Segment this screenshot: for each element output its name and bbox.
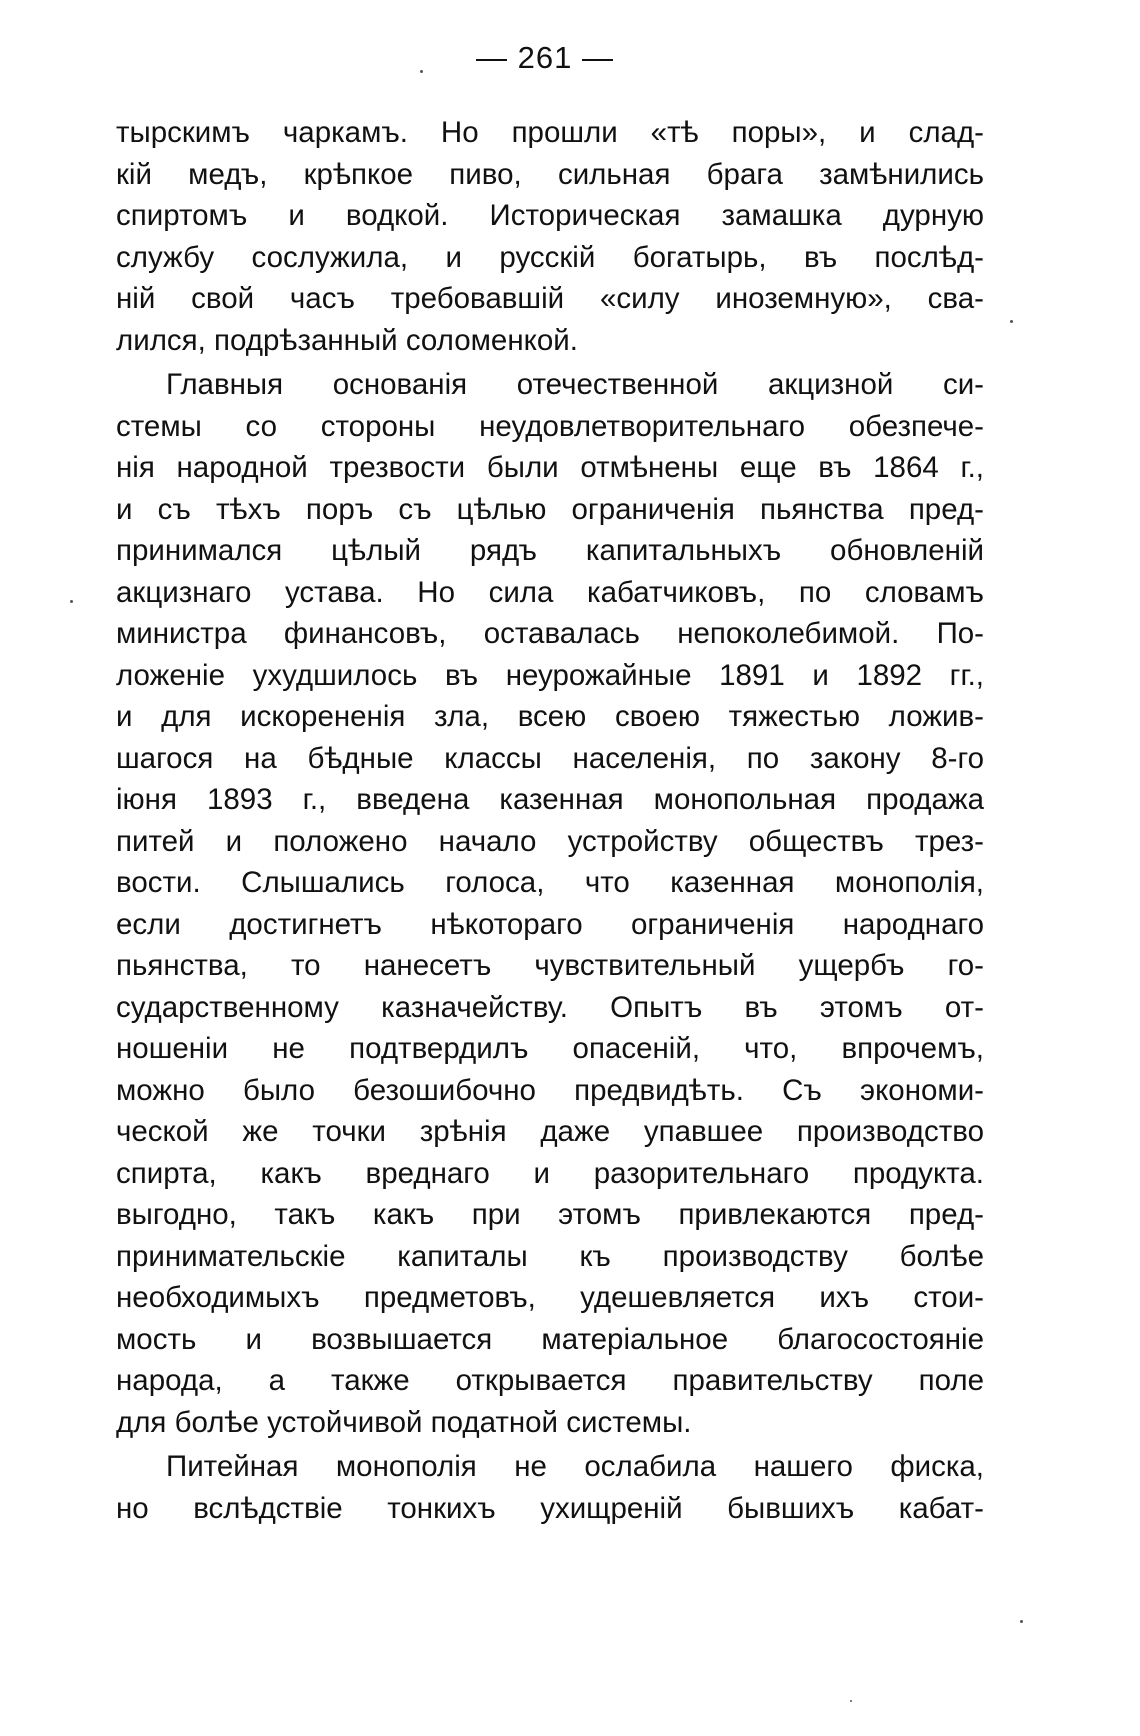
paragraph [116,364,984,1443]
text-line: и для искорененія зла, всею своею тяжестью ложив- [116,700,984,733]
text-line: спирта, какъ вреднаго и разорительнаго продукта. [116,1156,984,1190]
text-line: акцизнаго устава. Но сила кабатчиковъ, по словамъ [116,575,984,609]
text-line: шагося на бѣдные классы населенія, по закону 8-го [116,741,984,775]
text-line: Главныя основанія отечественной акцизной си- [166,368,984,401]
text-line: кій медъ, крѣпкое пиво, сильная брага замѣнились [116,157,984,191]
text-line: если достигнетъ нѣкотораго ограниченія народнаго [116,907,984,941]
text-line: принимательскіе капиталы къ производству болѣе [116,1239,984,1273]
text-line: пьянства, то нанесетъ чувствительный ущербъ го- [116,949,984,982]
text-line: спиртомъ и водкой. Историческая замашка дурную [116,199,984,232]
page-number: — 261 — [476,40,614,75]
scan-speck [70,600,73,603]
text-line: іюня 1893 г., введена казенная монопольная продажа [116,783,984,816]
text-line: народа, а также открывается правительству поле [116,1364,984,1397]
text-line: лился, подрѣзанный соломенкой. [116,323,578,357]
text-line: необходимыхъ предметовъ, удешевляется ихъ стои- [116,1281,984,1314]
text-line: нія народной трезвости были отмѣнены еще въ 1864 г., [116,451,984,484]
text-line: для болѣе устойчивой податной системы. [116,1405,692,1439]
text-line: тырскимъ чаркамъ. Но прошли «тѣ поры», и слад- [116,116,984,149]
scan-speck [850,1700,852,1702]
text-line: ношеніи не подтвердилъ опасеній, что, впрочемъ, [116,1032,984,1065]
text-line: и съ тѣхъ поръ съ цѣлью ограниченія пьянства пред- [116,492,984,526]
text-line: но вслѣдствіе тонкихъ ухищреній бывшихъ кабат- [116,1491,984,1525]
scan-speck [1010,320,1013,323]
text-line: министра финансовъ, оставалась непоколебимой. По- [116,617,984,650]
text-line: питей и положено начало устройству обществъ трез- [116,824,984,858]
scan-speck [420,70,423,73]
text-line: службу сослужила, и русскій богатырь, въ послѣд- [116,240,984,274]
text-line: можно было безошибочно предвидѣть. Съ экономи- [116,1073,984,1107]
text-line: Питейная монополія не ослабила нашего фиска, [166,1450,984,1483]
paragraph [116,112,984,361]
text-line: ческой же точки зрѣнія даже упавшее производство [116,1115,984,1148]
text-line: мость и возвышается матеріальное благосостояніе [116,1322,984,1356]
body-text [116,112,984,1532]
text-line: ложеніе ухудшилось въ неурожайные 1891 и 1892 гг., [116,658,984,692]
text-line: принимался цѣлый рядъ капитальныхъ обновленій [116,534,984,567]
paragraph [116,1446,984,1529]
text-line: сударственному казначейству. Опытъ въ этомъ от- [116,990,984,1024]
scan-speck [1020,1620,1023,1623]
text-line: стемы со стороны неудовлетворительнаго обезпече- [116,409,984,443]
text-line: вости. Слышались голоса, что казенная монополія, [116,866,984,899]
text-line: выгодно, такъ какъ при этомъ привлекаются пред- [116,1198,984,1231]
text-line: ній свой часъ требовавшій «силу иноземную», сва- [116,282,984,315]
